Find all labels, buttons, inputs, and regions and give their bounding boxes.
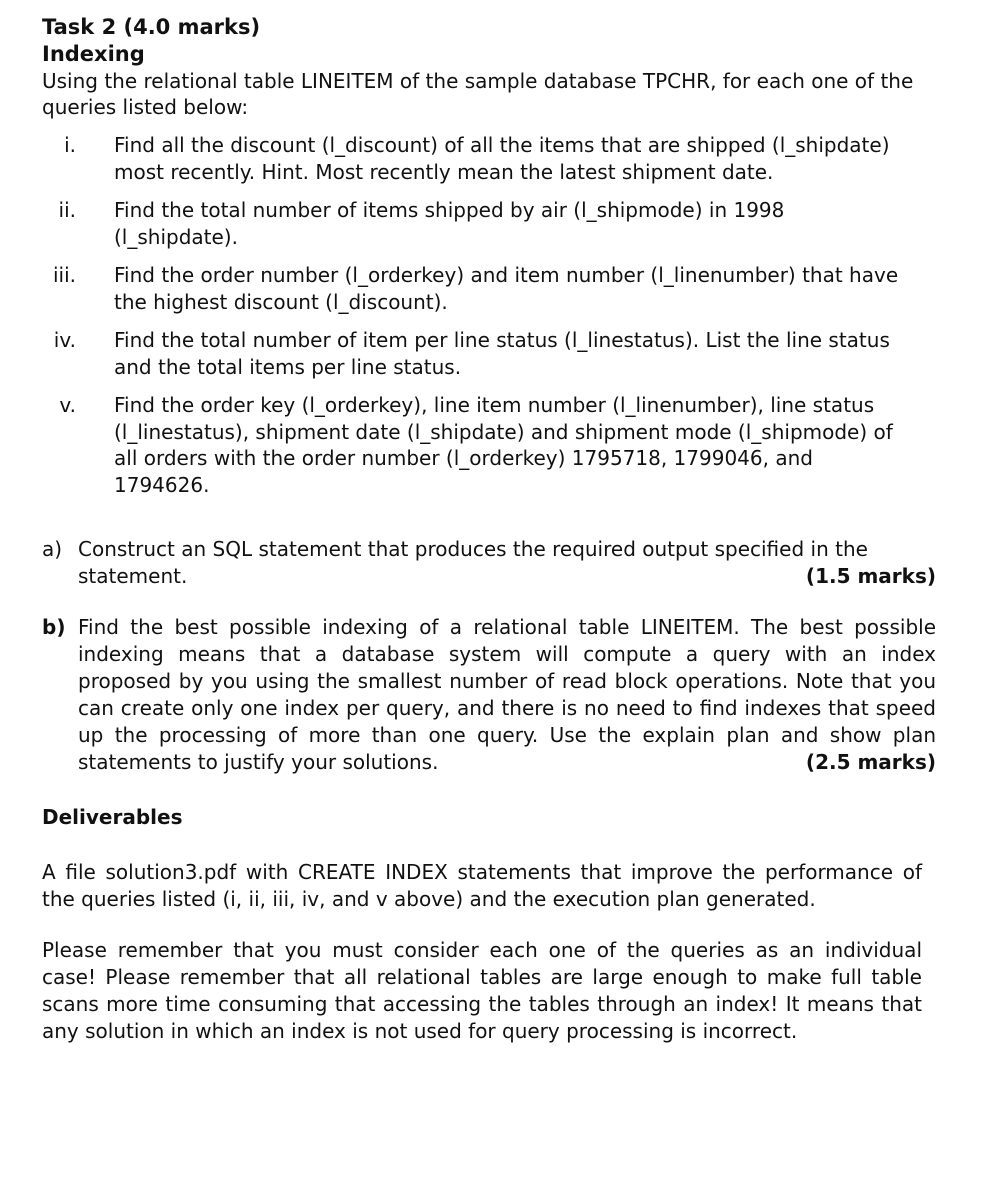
query-item-i xyxy=(42,132,914,185)
part-b-marks: (2.5 marks) xyxy=(805,750,936,774)
task-title: Task 2 (4.0 marks) xyxy=(42,15,261,39)
query-item-v xyxy=(42,392,914,498)
query-text: Find all the discount (l_discount) of all the items that are shipped (l_shipdate) most recently. Hint. Most recently mean the latest shipment date. xyxy=(114,133,890,184)
part-a-text: Construct an SQL statement that produces the required output specified in the statement. xyxy=(78,537,868,588)
query-list xyxy=(42,132,942,498)
task-intro: Using the relational table LINEITEM of the sample database TPCHR, for each one of the queries listed below: xyxy=(42,69,914,119)
query-text: Find the order key (l_orderkey), line item number (l_linenumber), line status (l_linestatus), shipment date (l_shipdate) and shipment mode (l_shipmode) of all orders with the order number (l_orderkey) 1795718, 1799046, and 1794626. xyxy=(114,393,893,497)
deliverables-heading: Deliverables xyxy=(42,805,183,829)
query-item-ii xyxy=(42,197,914,250)
query-numeral: iii. xyxy=(52,263,76,287)
part-a-marks: (1.5 marks) xyxy=(805,564,936,588)
query-item-iv xyxy=(42,327,914,380)
query-item-iii xyxy=(42,262,914,315)
query-numeral: v. xyxy=(59,393,76,417)
document-page xyxy=(42,14,942,1045)
part-b xyxy=(42,614,936,776)
part-b-text: Find the best possible indexing of a relational table LINEITEM. The best possible indexing means that a database system will compute a query with an index proposed by you using the smallest number of read block operations. Note that you can create only one index per query, and there is no need to find indexes that speed up the processing of more than one query. Use the explain plan and show plan statements to justify your solutions. xyxy=(78,615,936,774)
query-numeral: i. xyxy=(64,133,76,157)
part-a xyxy=(42,536,936,590)
deliverables-paragraph-2: Please remember that you must consider each one of the queries as an individual case! Please remember that all relational tables are large enough to make full table scans more time consuming that accessing the tables through an index! It means that any solution in which an index is not used for query processing is incorrect. xyxy=(42,938,922,1043)
query-text: Find the order number (l_orderkey) and item number (l_linenumber) that have the highest discount (l_discount). xyxy=(114,263,899,314)
task-parts xyxy=(42,536,942,776)
part-a-letter: a) xyxy=(42,537,63,561)
query-text: Find the total number of item per line status (l_linestatus). List the line status and the total items per line status. xyxy=(114,328,890,379)
query-numeral: iv. xyxy=(53,328,76,352)
query-text: Find the total number of items shipped by air (l_shipmode) in 1998 (l_shipdate). xyxy=(114,198,785,249)
query-numeral: ii. xyxy=(58,198,76,222)
task-subtitle: Indexing xyxy=(42,42,145,66)
part-b-letter: b) xyxy=(42,615,66,639)
deliverables-paragraph-1: A file solution3.pdf with CREATE INDEX statements that improve the performance of the queries listed (i, ii, iii, iv, and v above) and the execution plan generated. xyxy=(42,860,922,911)
